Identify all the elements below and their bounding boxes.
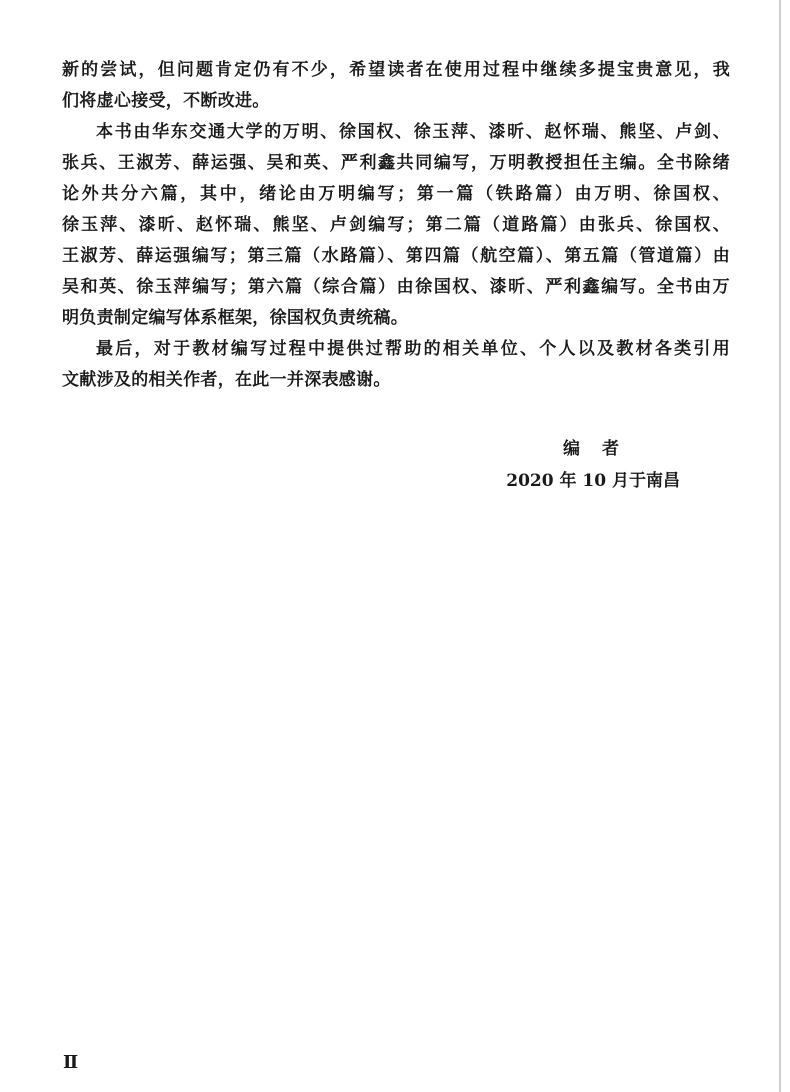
paragraph-2-line-7: 明负责制定编写体系框架，徐国权负责统稿。 xyxy=(62,308,408,328)
signature-date: 2020 年 10 月于南昌 xyxy=(506,471,680,491)
paragraph-3-line-1: 最后，对于教材编写过程中提供过帮助的相关单位、个人以及教材各类引用 xyxy=(96,339,730,359)
paragraph-2-line-4: 徐玉萍、漆昕、赵怀瑞、熊坚、卢剑编写；第二篇（道路篇）由张兵、徐国权、 xyxy=(62,215,730,235)
signature-author: 编 者 xyxy=(563,439,627,459)
paragraph-2-line-3: 论外共分六篇，其中，绪论由万明编写；第一篇（铁路篇）由万明、徐国权、 xyxy=(62,184,730,204)
paragraph-2-line-2: 张兵、王淑芳、薛运强、吴和英、严利鑫共同编写，万明教授担任主编。全书除绪 xyxy=(62,153,730,173)
paragraph-3-line-2: 文献涉及的相关作者，在此一并深表感谢。 xyxy=(62,370,391,390)
preface-body xyxy=(62,55,730,396)
paragraph-1-line-2: 们将虚心接受，不断改进。 xyxy=(62,91,270,111)
signature-block xyxy=(490,433,680,497)
paragraph-2-line-6: 吴和英、徐玉萍编写；第六篇（综合篇）由徐国权、漆昕、严利鑫编写。全书由万 xyxy=(62,277,730,297)
paragraph-2-line-1: 本书由华东交通大学的万明、徐国权、徐玉萍、漆昕、赵怀瑞、熊坚、卢剑、 xyxy=(96,122,730,142)
paragraph-1-line-1: 新的尝试，但问题肯定仍有不少，希望读者在使用过程中继续多提宝贵意见，我 xyxy=(62,60,730,80)
paragraph-2-line-5: 王淑芳、薛运强编写；第三篇（水路篇）、第四篇（航空篇）、第五篇（管道篇）由 xyxy=(62,246,730,266)
page-number: Ⅱ xyxy=(63,1052,79,1072)
scan-edge-line xyxy=(779,0,781,1092)
